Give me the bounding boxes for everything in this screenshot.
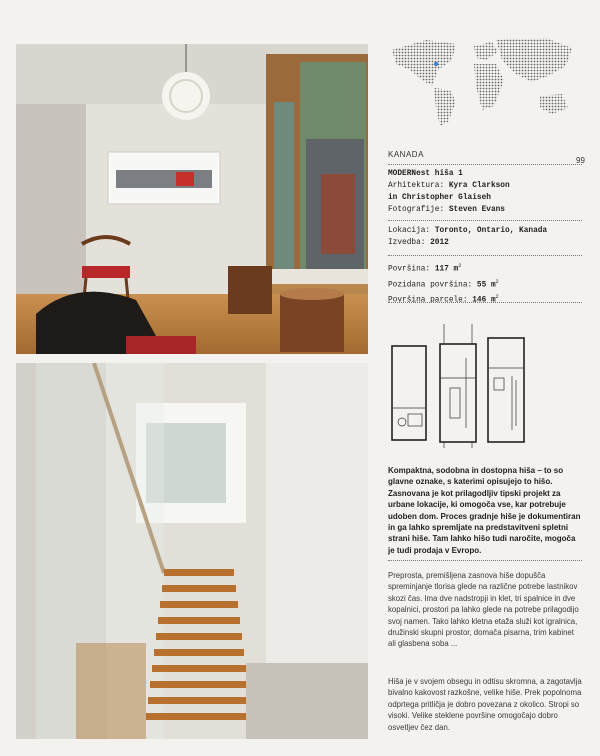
floor-plans-diagram <box>388 318 582 448</box>
project-title: MODERNest hiša 1 <box>388 170 463 178</box>
divider <box>388 302 582 303</box>
project-info <box>388 168 582 216</box>
architects-line-2: in Christopher Glaiseh <box>388 194 491 202</box>
location-value: Toronto, Ontario, Kanada <box>434 227 548 235</box>
world-map-icon <box>386 30 582 130</box>
built-area-value: 55 m <box>476 281 496 290</box>
photographer: Steven Evans <box>448 206 505 214</box>
divider <box>388 255 582 256</box>
body-paragraph-1: Preprosta, premišljena zasnova hiše dopušča spreminjanje tlorisa glede na različne potrebe lastnikov skozi čas. Ima dve nadstropji in klet, tri spalnice in dve kopalnici, prostori pa lahko glede na potrebe prilagodijo svoj namen. Tako lahko kletna etaža služi kot igralnica, družinski skupni prostor, domača pisarna, trim kabinet ali glasbena soba ... <box>388 571 579 649</box>
living-room-illustration <box>16 44 368 354</box>
interior-photo-living-room <box>16 44 368 354</box>
built-area-label: Pozidana površina: <box>388 281 473 290</box>
location-label: Lokacija: <box>388 227 431 235</box>
area-info <box>388 260 582 307</box>
built-label: Izvedba: <box>388 239 426 247</box>
area-unit-sup: 2 <box>458 263 462 269</box>
page-number: 99 <box>576 156 585 165</box>
divider <box>388 560 582 561</box>
interior-photo-staircase <box>16 363 368 739</box>
area-value: 117 m <box>434 265 459 274</box>
body-paragraph-2: Hiša je v svojem obsegu in odtisu skromna, a zagotavlja bivalno kakovost razkošne, velike hiše. Prek popolnoma odprtega pritličja je dobro povezana z okolico. Stropi so visoki. Velike steklene površine omogočajo dobro osvetljev čez dan. <box>388 677 582 732</box>
plot-unit-sup: 2 <box>495 294 499 301</box>
plot-value: 146 m <box>472 296 496 305</box>
area-label: Površina: <box>388 265 431 274</box>
built-value: 2012 <box>430 239 449 247</box>
divider <box>388 164 582 165</box>
location-marker-icon <box>434 62 438 66</box>
staircase-illustration <box>16 363 368 739</box>
plot-label: Površina parcele: <box>388 296 468 305</box>
built-area-unit-sup: 2 <box>495 278 499 285</box>
divider <box>388 220 582 221</box>
photography-label: Fotografije: <box>388 206 445 214</box>
architects-line-1: Kyra Clarkson <box>448 182 510 190</box>
location-info <box>388 225 582 249</box>
country-label: KANADA <box>388 150 424 159</box>
lead-paragraph: Kompaktna, sodobna in dostopna hiša – to so glavne oznake, s katerimi opisujejo to hišo. Zasnovana je kot prilagodljiv tipski projekt za urbane lokacije, ki omogoča vse, kar potrebuje udoben dom. Proces gradnje hiše je dokumentiran in ga lahko spremljate na predstavitveni spletni strani hiše. Tam lahko hišo tudi naročite, mogoča je tudi prodaja v Evropo. <box>388 466 581 555</box>
architecture-label: Arhitektura: <box>388 182 445 190</box>
